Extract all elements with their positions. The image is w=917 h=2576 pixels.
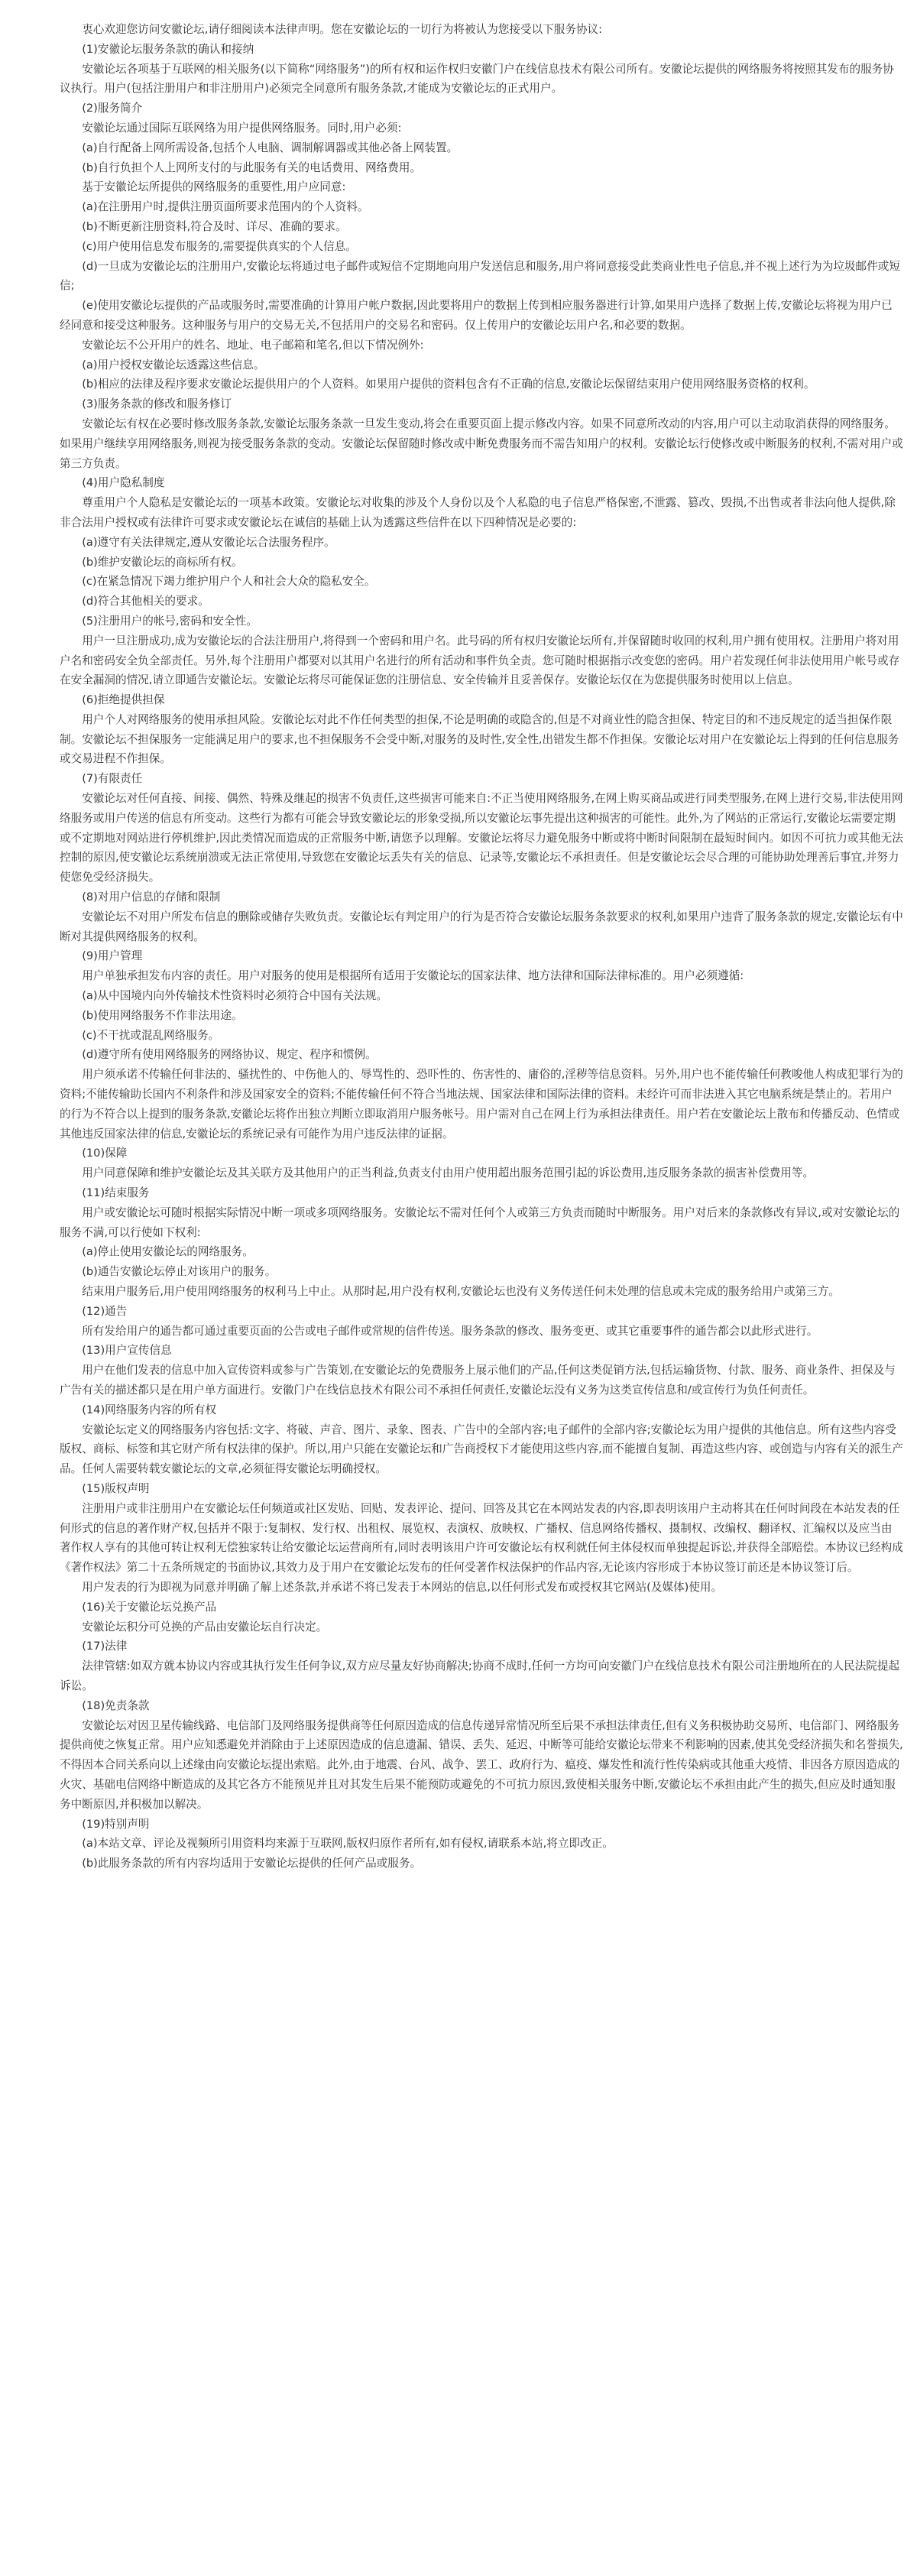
- agreement-paragraph: 安徽论坛通过国际互联网络为用户提供网络服务。同时,用户必须:: [82, 121, 402, 135]
- agreement-paragraph: 安徽论坛积分可兑换的产品由安徽论坛自行决定。: [82, 1620, 328, 1634]
- agreement-paragraph: 安徽论坛对因卫星传输线路、电信部门及网络服务提供商等任何原因造成的信息传递异常情况所至后果不承担法律责任,但有义务积极协助交易所、电信部门、网络服务提供商使之恢复正常。用户应知悉避免并消除由于上述原因造成的信息遗漏、错误、丢失、延迟、中断等可能给安徽论坛带来不利影响的因素,使其免受经济损失和名誉损失,不得因本合同关系向以上述缘由向安徽论坛提出索赔。此外,由于地震、台风、战争、罢工、政府行为、瘟疫、爆发性和流行性传染病或其他重大疫情、非因各方原因造成的火灾、基础电信网络中断造成的及其它各方不能预见并且对其发生后果不能预防或避免的不可抗力原因,致使相关服务中断,安徽论坛不承担由此产生的损失,但应及时通知服务中断原因,并积极加以解决。: [60, 1718, 903, 1811]
- list-item: (b)维护安徽论坛的商标所有权。: [82, 555, 243, 569]
- list-item: (d)符合其他相关的要求。: [82, 595, 209, 608]
- agreement-paragraph: 尊重用户个人隐私是安徽论坛的一项基本政策。安徽论坛对收集的涉及个人身份以及个人私隐的电子信息严格保密,不泄露、篡改、毁损,不出售或者非法向他人提供,除非合法用户授权或有法律许可要求或安徽论坛在诚信的基础上认为透露这些信件在以下四种情况是必要的:: [60, 496, 896, 529]
- section-heading: (14)网络服务内容的所有权: [82, 1403, 217, 1416]
- section-heading: (1)安徽论坛服务条款的确认和接纳: [82, 42, 254, 56]
- list-item: (e)使用安徽论坛提供的产品或服务时,需要准确的计算用户帐户数据,因此要将用户的数据上传到相应服务器进行计算,如果用户选择了数据上传,安徽论坛将视为用户已经同意和接受这种服务。这种服务与用户的交易无关,不包括用户的交易名和密码。仅上传用户的安徽论坛用户名,和必要的数据。: [60, 299, 893, 332]
- agreement-paragraph: 用户须承诺不传输任何非法的、骚扰性的、中伤他人的、辱骂性的、恐吓性的、伤害性的、庸俗的,淫秽等信息资料。另外,用户也不能传输任何教唆他人构成犯罪行为的资料;不能传输助长国内不利条件和涉及国家安全的资料;不能传输任何不符合当地法规、国家法律和国际法律的资料。未经许可而非法进入其它电脑系统是禁止的。若用户的行为不符合以上提到的服务条款,安徽论坛将作出独立判断立即取消用户服务帐号。用户需对自己在网上行为承担法律责任。用户若在安徽论坛上散布和传播反动、色情或其他违反国家法律的信息,安徽论坛的系统记录有可能作为用户违反法律的证据。: [60, 1068, 903, 1140]
- agreement-paragraph: 用户或安徽论坛可随时根据实际情况中断一项或多项网络服务。安徽论坛不需对任何个人或第三方负责而随时中断服务。用户对后来的条款修改有异议,或对安徽论坛的服务不满,可以行使如下权利:: [60, 1205, 900, 1239]
- list-item: (c)在紧急情况下竭力维护用户个人和社会大众的隐私安全。: [82, 575, 376, 589]
- section-heading: (9)用户管理: [82, 949, 143, 963]
- list-item: (d)遵守所有使用网络服务的网络协议、规定、程序和惯例。: [82, 1048, 377, 1062]
- list-item: (b)不断更新注册资料,符合及时、详尽、准确的要求。: [82, 219, 347, 233]
- agreement-paragraph: 安徽论坛不对用户所发布信息的删除或储存失败负责。安徽论坛有判定用户的行为是否符合安徽论坛服务条款要求的权利,如果用户违背了服务条款的规定,安徽论坛有中断对其提供网络服务的权利。: [60, 910, 903, 943]
- section-heading: (18)免责条款: [82, 1698, 150, 1712]
- list-item: (a)在注册用户时,提供注册页面所要求范围内的个人资料。: [82, 200, 369, 214]
- list-item: (c)不干扰或混乱网络服务。: [82, 1028, 220, 1042]
- agreement-paragraph: 注册用户或非注册用户在安徽论坛任何频道或社区发贴、回贴、发表评论、提问、回答及其它在本网站发表的内容,即表明该用户主动将其在任何时间段在本站发表的任何形式的信息的著作财产权,包括并不限于:复制权、发行权、出租权、展览权、表演权、放映权、广播权、信息网络传播权、摄制权、改编权、翻译权、汇编权以及应当由著作权人享有的其他可转让权利无偿独家转让给安徽论坛运营商所有,同时表明该用户许可安徽论坛有权利就任何主体侵权而单独提起诉讼,并获得全部赔偿。本协议已经构成《著作权法》第二十五条所规定的书面协议,其效力及于用户在安徽论坛发布的任何受著作权法保护的作品内容,无论该内容形成于本协议签订前还是本协议签订后。: [60, 1501, 903, 1575]
- list-item: (a)用户授权安徽论坛透露这些信息。: [82, 358, 265, 371]
- agreement-paragraph: 安徽论坛对任何直接、间接、偶然、特殊及继起的损害不负责任,这些损害可能来自:不正当使用网络服务,在网上购买商品或进行同类型服务,在网上进行交易,非法使用网络服务或用户传送的信息有所变动。这些行为都有可能会导致安徽论坛的形象受损,所以安徽论坛事先提出这种损害的可能性。此外,为了网站的正常运行,安徽论坛需要定期或不定期地对网站进行停机维护,因此类情况而造成的正常服务中断,请您予以理解。安徽论坛将尽力避免服务中断或将中断时间限制在最短时间内。如因不可抗力或其他无法控制的原因,使安徽论坛系统崩溃或无法正常使用,导致您在安徽论坛丢失有关的信息、记录等,安徽论坛不承担责任。但是安徽论坛会尽合理的可能协助处理善后事宜,并努力使您免受经济损失。: [60, 792, 903, 884]
- agreement-paragraph: 用户在他们发表的信息中加入宣传资料或参与广告策划,在安徽论坛的免费服务上展示他们的产品,任何这类促销方法,包括运输货物、付款、服务、商业条件、担保及与广告有关的描述都只是在用户单方面进行。安徽门户在线信息技术有限公司不承担任何责任,安徽论坛没有义务为这类宣传信息和/或宣传行为负任何责任。: [60, 1364, 896, 1397]
- list-item: (b)相应的法律及程序要求安徽论坛提供用户的个人资料。如果用户提供的资料包含有不正确的信息,安徽论坛保留结束用户使用网络服务资格的权利。: [82, 378, 815, 391]
- agreement-paragraph: 安徽论坛各项基于互联网的相关服务(以下简称“网络服务”)的所有权和运作权归安徽门户在线信息技术有限公司所有。安徽论坛提供的网络服务将按照其发布的服务协议执行。用户(包括注册用户和非注册用户)必须完全同意所有服务条款,才能成为安徽论坛的正式用户。: [60, 62, 894, 96]
- section-heading: (2)服务简介: [82, 102, 143, 115]
- section-heading: (15)版权声明: [82, 1481, 150, 1495]
- agreement-paragraph: 安徽论坛定义的网络服务内容包括:文字、将破、声音、图片、录象、图表、广告中的全部内容;电子邮件的全部内容;安徽论坛为用户提供的其他信息。所有这些内容受版权、商标、标签和其它财产所有权法律的保护。所以,用户只能在安徽论坛和广告商授权下才能使用这些内容,而不能擅自复制、再造这些内容、或创造与内容有关的派生产品。任何人需要转载安徽论坛的文章,必须征得安徽论坛明确授权。: [60, 1423, 903, 1476]
- section-heading: (8)对用户信息的存储和限制: [82, 891, 221, 904]
- agreement-paragraph: 安徽论坛不公开用户的姓名、地址、电子邮箱和笔名,但以下情况例外:: [82, 338, 424, 352]
- agreement-paragraph: 所有发给用户的通告都可通过重要页面的公告或电子邮件或常规的信件传送。服务条款的修改、服务变更、或其它重要事件的通告都会以此形式进行。: [82, 1324, 818, 1338]
- agreement-paragraph: 用户一旦注册成功,成为安徽论坛的合法注册用户,将得到一个密码和用户名。此号码的所有权归安徽论坛所有,并保留随时收回的权利,用户拥有使用权。注册用户将对用户名和密码安全负全部责任。另外,每个注册用户都要对以其用户名进行的所有活动和事件负全责。您可随时根据指示改变您的密码。用户若发现任何非法使用用户帐号或存在安全漏洞的情况,请立即通告安徽论坛。安徽论坛将尽可能保证您的注册信息、安全传输并且妥善保存。安徽论坛仅在为您提供服务时使用以上信息。: [60, 634, 900, 687]
- list-item: (a)本站文章、评论及视频所引用资料均来源于互联网,版权归原作者所有,如有侵权,请联系本站,将立即改正。: [82, 1837, 614, 1851]
- section-heading: (5)注册用户的帐号,密码和安全性。: [82, 614, 258, 628]
- list-item: (b)通告安徽论坛停止对该用户的服务。: [82, 1265, 277, 1279]
- section-heading: (3)服务条款的修改和服务修订: [82, 397, 232, 411]
- agreement-paragraph: 基于安徽论坛所提供的网络服务的重要性,用户应同意:: [82, 180, 346, 194]
- section-heading: (19)特别声明: [82, 1817, 150, 1831]
- list-item: (a)停止使用安徽论坛的网络服务。: [82, 1245, 254, 1259]
- agreement-paragraph: 用户个人对网络服务的使用承担风险。安徽论坛对此不作任何类型的担保,不论是明确的或隐含的,但是不对商业性的隐含担保、特定目的和不违反规定的适当担保作限制。安徽论坛不担保服务一定能满足用户的要求,也不担保服务不会受中断,对服务的及时性,安全性,出错发生都不作担保。安徽论坛对用户在安徽论坛上得到的任何信息服务或交易进程不作担保。: [60, 712, 899, 766]
- section-heading: (11)结束服务: [82, 1186, 150, 1200]
- section-heading: (10)保障: [82, 1147, 128, 1160]
- list-item: (c)用户使用信息发布服务的,需要提供真实的个人信息。: [82, 239, 357, 253]
- agreement-paragraph: 安徽论坛有权在必要时修改服务条款,安徽论坛服务条款一旦发生变动,将会在重要页面上提示修改内容。如果不同意所改动的内容,用户可以主动取消获得的网络服务。如果用户继续享用网络服务,则视为接受服务条款的变动。安徽论坛保留随时修改或中断免费服务而不需告知用户的权利。安徽论坛行使修改或中断服务的权利,不需对用户或第三方负责。: [60, 417, 903, 470]
- agreement-paragraph: 结束用户服务后,用户使用网络服务的权利马上中止。从那时起,用户没有权利,安徽论坛也没有义务传送任何未处理的信息或未完成的服务给用户或第三方。: [82, 1285, 840, 1298]
- list-item: (b)使用网络服务不作非法用途。: [82, 1008, 243, 1022]
- section-heading: (17)法律: [82, 1640, 128, 1653]
- list-item: (a)自行配备上网所需设备,包括个人电脑、调制解调器或其他必备上网装置。: [82, 141, 458, 154]
- agreement-paragraph: 用户发表的行为即视为同意并明确了解上述条款,并承诺不将已发表于本网站的信息,以任何形式发布或授权其它网站(及媒体)使用。: [82, 1580, 723, 1594]
- section-heading: (4)用户隐私制度: [82, 476, 165, 490]
- section-heading: (12)通告: [82, 1304, 128, 1318]
- section-heading: (13)用户宣传信息: [82, 1344, 172, 1358]
- agreement-intro: 衷心欢迎您访问安徽论坛,请仔细阅读本法律声明。您在安徽论坛的一切行为将被认为您接受以下服务协议:: [82, 23, 603, 36]
- list-item: (a)遵守有关法律规定,遵从安徽论坛合法服务程序。: [82, 535, 335, 549]
- agreement-paragraph: 用户同意保障和维护安徽论坛及其关联方及其他用户的正当利益,负责支付由用户使用超出服务范围引起的诉讼费用,违反服务条款的损害补偿费用等。: [82, 1166, 815, 1180]
- agreement-paragraph: 用户单独承担发布内容的责任。用户对服务的使用是根据所有适用于安徽论坛的国家法律、地方法律和国际法律标准的。用户必须遵循:: [82, 969, 744, 983]
- section-heading: (16)关于安徽论坛兑换产品: [82, 1600, 217, 1614]
- list-item: (a)从中国境内向外传输技术性资料时必须符合中国有关法规。: [82, 989, 387, 1003]
- section-heading: (7)有限责任: [82, 772, 143, 786]
- list-item: (b)此服务条款的所有内容均适用于安徽论坛提供的任何产品或服务。: [82, 1857, 422, 1870]
- agreement-paragraph: 法律管辖:如双方就本协议内容或其执行发生任何争议,双方应尽量友好协商解决;协商不成时,任何一方均可向安徽门户在线信息技术有限公司注册地所在的人民法院提起诉讼。: [60, 1659, 900, 1692]
- section-heading: (6)拒绝提供担保: [82, 693, 165, 707]
- list-item: (d)一旦成为安徽论坛的注册用户,安徽论坛将通过电子邮件或短信不定期地向用户发送信息和服务,用户将同意接受此类商业性电子信息,并不视上述行为为垃圾邮件或短信;: [60, 259, 900, 293]
- list-item: (b)自行负担个人上网所支付的与此服务有关的电话费用、网络费用。: [82, 161, 422, 174]
